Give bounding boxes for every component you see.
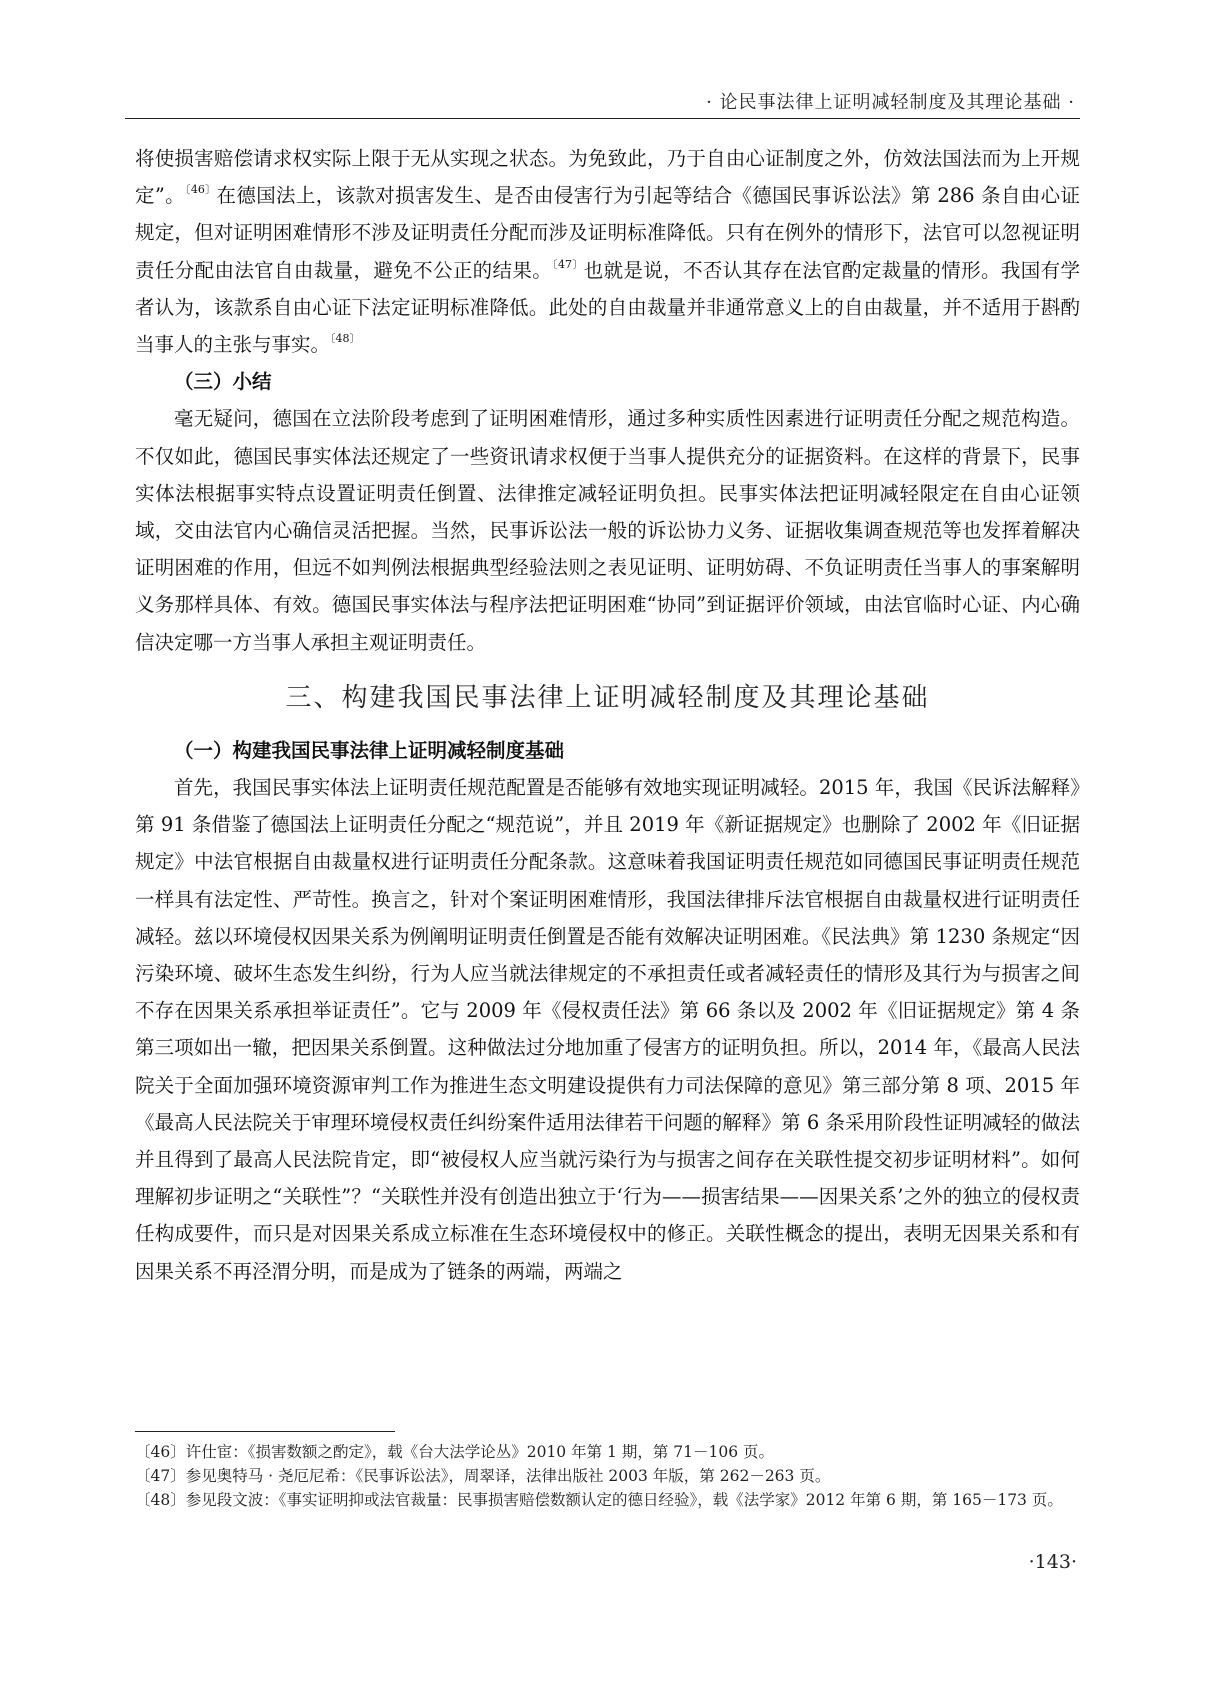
- subsection-heading-summary: （三）小结: [174, 370, 272, 394]
- paragraph-summary: 毫无疑问，德国在立法阶段考虑到了证明困难情形，通过多种实质性因素进行证明责任分配之规范构造。不仅如此，德国民事实体法还规定了一些资讯请求权便于当事人提供充分的证据资料。在这样的背景下，民事实体法根据事实特点设置证明责任倒置、法律推定减轻证明负担。民事实体法把证明减轻限定在自由心证领域，交由法官内心确信灵活把握。当然，民事诉讼法一般的诉讼协力义务、证据收集调查规范等也发挥着解决证明困难的作用，但远不如判例法根据典型经验法则之表见证明、证明妨碍、不负证明责任当事人的事案解明义务那样具体、有效。德国民事实体法与程序法把证明困难“协同”到证据评价领域，由法官临时心证、内心确信决定哪一方当事人承担主观证明责任。: [135, 407, 1080, 654]
- section-title: 三、构建我国民事法律上证明减轻制度及其理论基础: [285, 682, 930, 713]
- footnote-46: 〔46〕许仕宦：《损害数额之酌定》，载《台大法学论丛》2010 年第 1 期，第 71－106 页。: [135, 1443, 774, 1461]
- footnote-ref-48[interactable]: 〔48〕: [330, 332, 361, 346]
- footnote-48: 〔48〕参见段文波：《事实证明抑或法官裁量：民事损害赔偿数额认定的德日经验》，载《法学家》2012 年第 6 期，第 165－173 页。: [135, 1491, 1063, 1509]
- subsection-heading-foundation: （一）构建我国民事法律上证明减轻制度基础: [174, 738, 565, 762]
- footnote-ref-47[interactable]: 〔47〕: [552, 257, 584, 271]
- paragraph-text: 也就是说，不否认其存在法官酌定裁量的情形。我国有学者认为，该款系自由心证下法定证明标准降低。此处的自由裁量并非通常意义上的自由裁量，并不适用于斟酌当事人的主张与事实。: [135, 258, 1080, 357]
- page-number: ·143·: [1028, 1551, 1077, 1573]
- running-head: · 论民事法律上证明减轻制度及其理论基础 ·: [706, 92, 1075, 113]
- main-body: [135, 140, 1080, 1290]
- paragraph-text: 将使损害赔偿请求权实际上限于无从实现之状态。为免致此，乃于自由心证制度之外，仿效法国法而为上开规定”。: [135, 147, 1080, 208]
- paragraph-foundation: 首先，我国民事实体法上证明责任规范配置是否能够有效地实现证明减轻。2015 年，我国《民诉法解释》第 91 条借鉴了德国法上证明责任分配之“规范说”，并且 2019 年《新证据规定》也删除了 2002 年《旧证据规定》中法官根据自由裁量权进行证明责任分配条款。这意味着我国证明责任规范如同德国民事证明责任规范一样具有法定性、严苛性。换言之，针对个案证明困难情形，我国法律排斥法官根据自由裁量权进行证明责任减轻。兹以环境侵权因果关系为例阐明证明责任倒置是否能有效解决证明困难。《民法典》第 1230 条规定“因污染环境、破坏生态发生纠纷，行为人应当就法律规定的不承担责任或者减轻责任的情形及其行为与损害之间不存在因果关系承担举证责任”。它与 2009 年《侵权责任法》第 66 条以及 2002 年《旧证据规定》第 4 条第三项如出一辙，把因果关系倒置。这种做法过分地加重了侵害方的证明负担。所以，2014 年，《最高人民法院关于全面加强环境资源审判工作为推进生态文明建设提供有力司法保障的意见》第三部分第 8 项、2015 年《最高人民法院关于审理环境侵权责任纠纷案件适用法律若干问题的解释》第 6 条采用阶段性证明减轻的做法并且得到了最高人民法院肯定，即“被侵权人应当就污染行为与损害之间存在关联性提交初步证明材料”。如何理解初步证明之“关联性”？“关联性并没有创造出独立于‘行为——损害结果——因果关系’之外的独立的侵权责任构成要件，而只是对因果关系成立标准在生态环境侵权中的修正。关联性概念的提出，表明无因果关系和有因果关系不再泾渭分明，而是成为了链条的两端，两端之: [135, 776, 1080, 1283]
- paragraph-text: 在德国法上，该款对损害发生、是否由侵害行为引起等结合《德国民事诉讼法》第 286 条自由心证规定，但对证明困难情形不涉及证明责任分配而涉及证明标准降低。只有在例外的情形下，法官可以忽视证明责任分配由法官自由裁量，避免不公正的结果。: [135, 184, 1080, 282]
- footnote-rule: [135, 1431, 395, 1432]
- footnotes: [135, 1440, 1080, 1512]
- footnote-ref-46[interactable]: 〔46〕: [185, 183, 217, 197]
- header-rule: [125, 118, 1080, 119]
- footnote-47: 〔47〕参见奥特马 · 尧厄尼希：《民事诉讼法》，周翠译，法律出版社 2003 年版，第 262－263 页。: [135, 1467, 831, 1485]
- paragraph-continuation: [135, 140, 1080, 363]
